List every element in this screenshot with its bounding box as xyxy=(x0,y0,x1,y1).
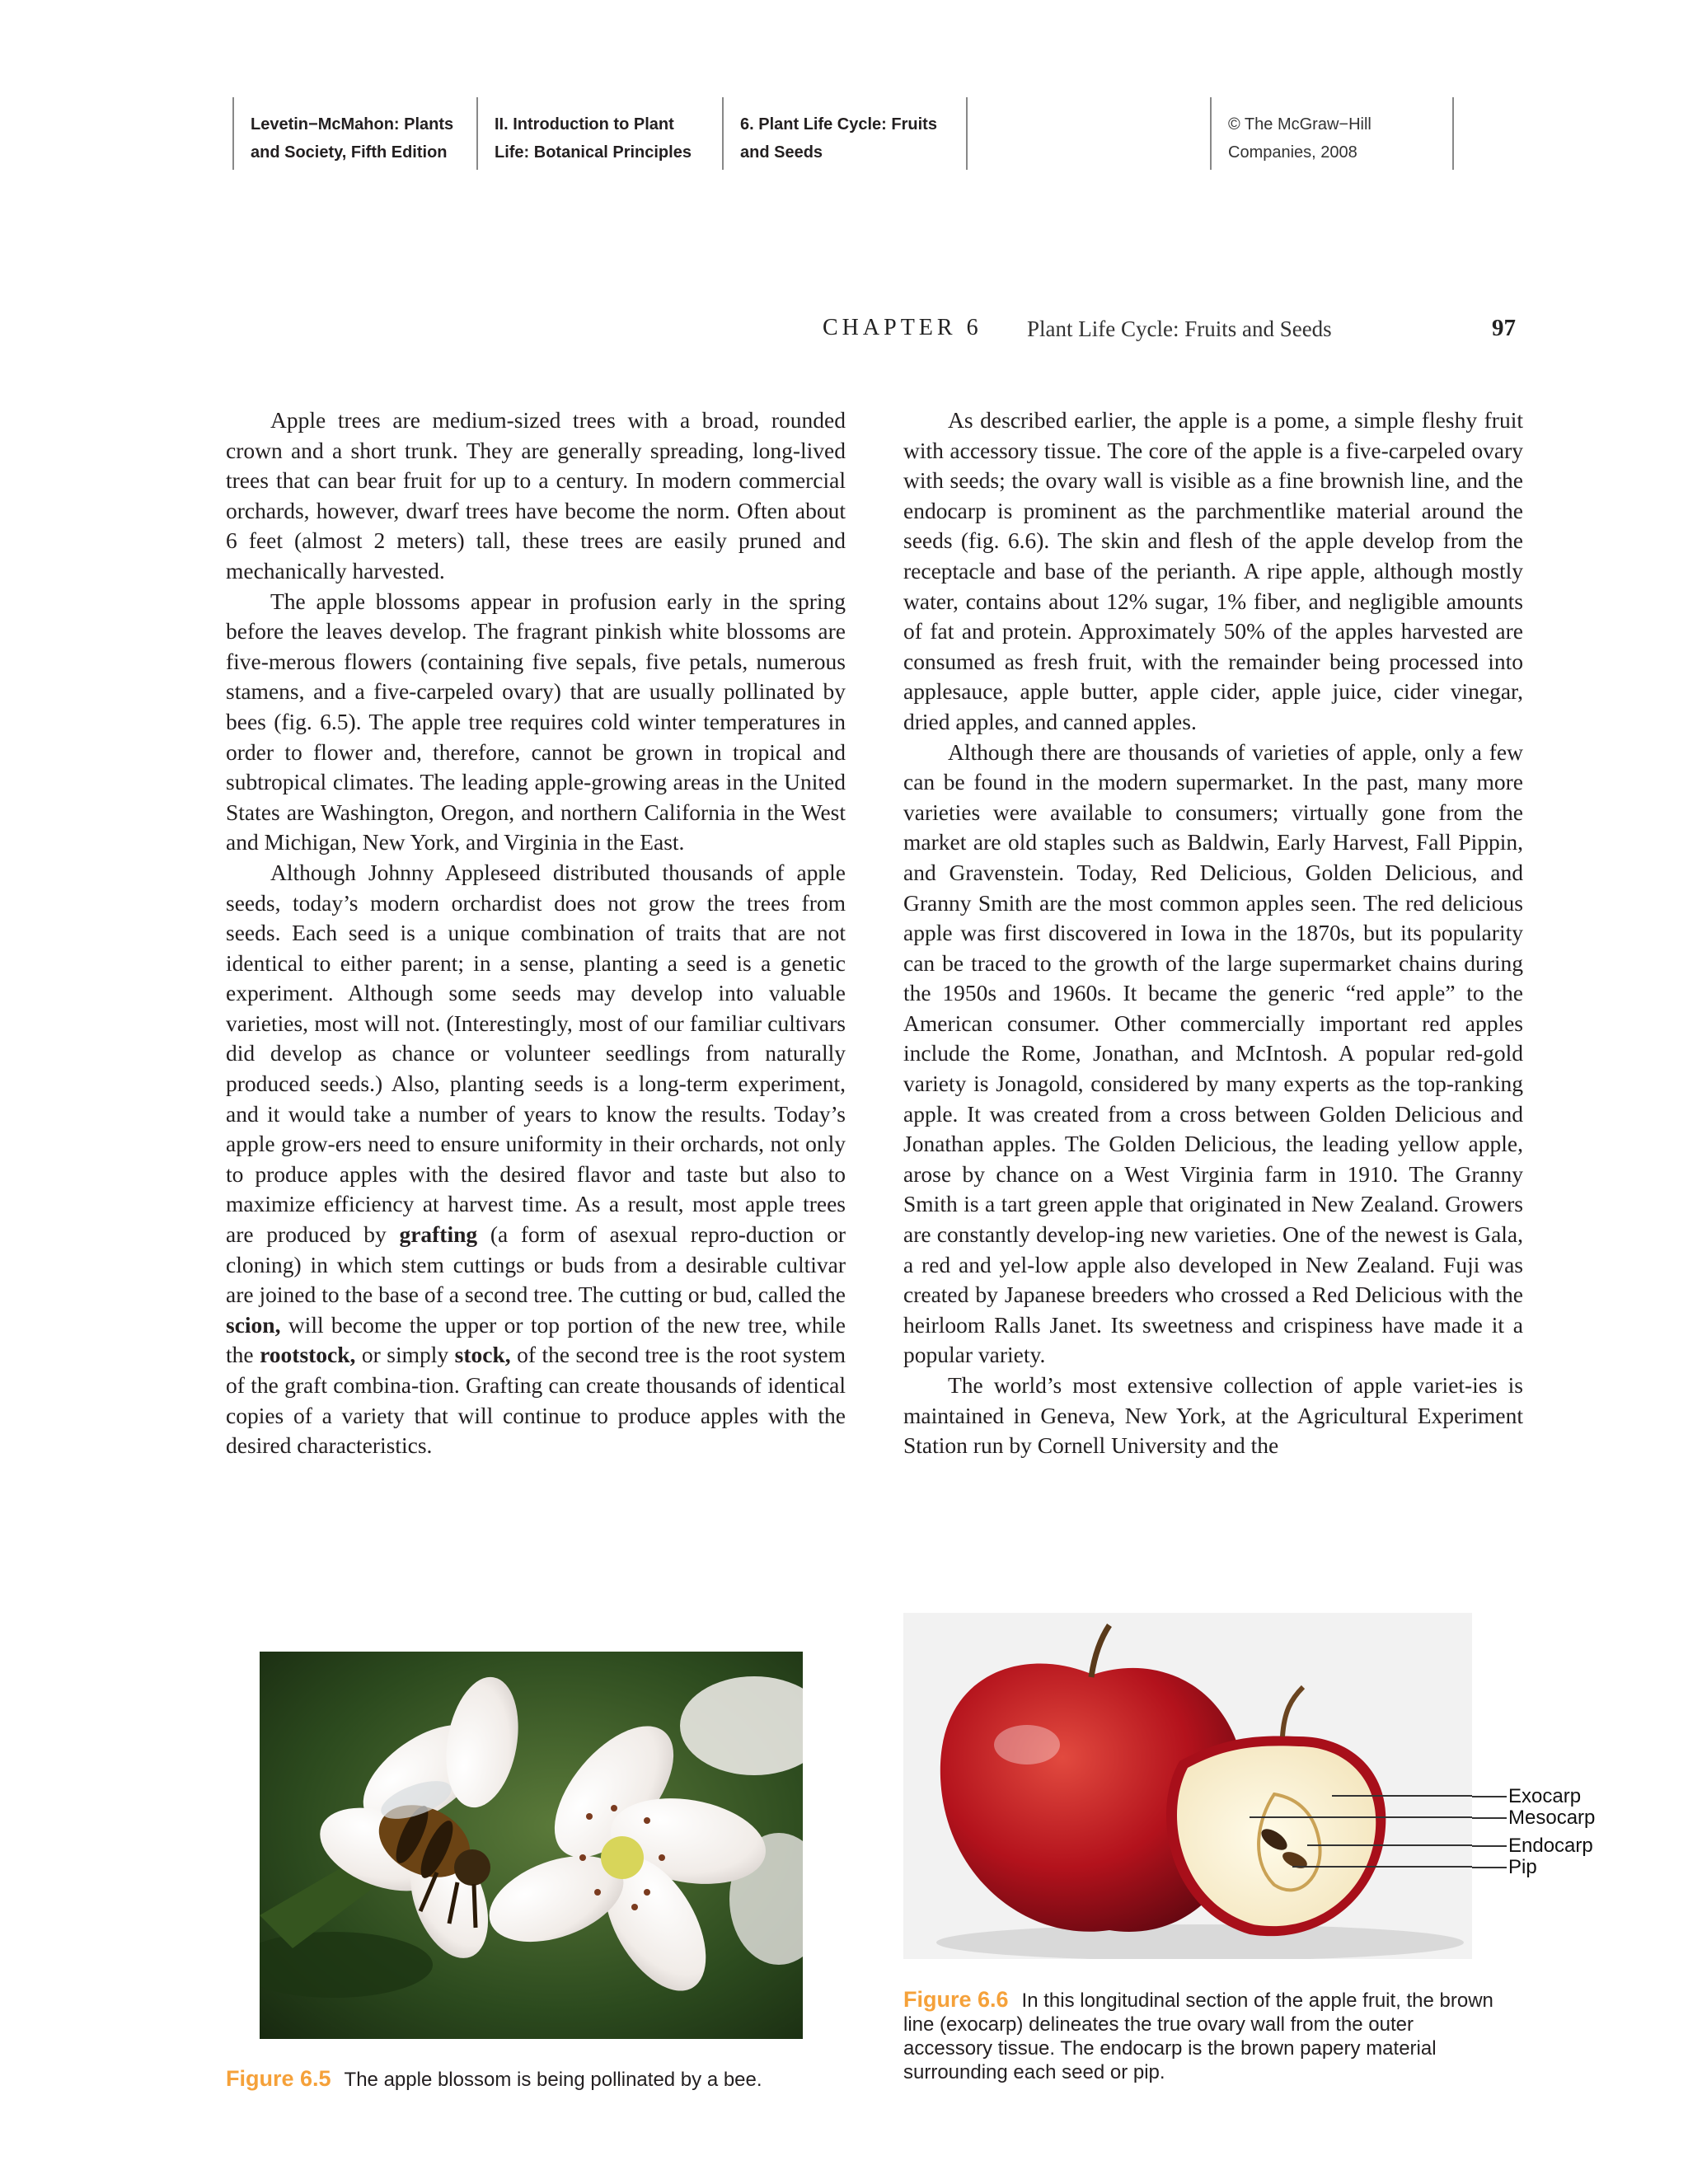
header-chapter-line2: and Seeds xyxy=(740,143,823,162)
figure-label: Figure 6.5 xyxy=(226,2066,331,2091)
text-run: Although Johnny Appleseed distributed thousands of apple seeds, today’s modern orchardist does not grow the trees from seeds. Each seed is a unique combination of traits that are not identical to either parent; in a sense, planting a seed is a genetic experiment. Although some seeds may develop into valuable varieties, most will not. (Interestingly, most of our familiar cultivars did develop as chance or volunteer seedlings from naturally produced seeds.) Also, planting seeds is a long-term experiment, and it would take a number of years to know the results. Today’s apple grow-ers need to ensure uniformity in their orchards, not only to produce apples with the desired flavor and taste but also to maximize efficiency at harvest time. As a result, most apple trees are produced by xyxy=(226,859,846,1248)
book-header xyxy=(232,97,1454,170)
text-run: will become the upper or top portion of the new tree, while the xyxy=(226,1311,846,1368)
body-column-right xyxy=(903,405,1523,1461)
header-cell-chapter xyxy=(722,97,966,170)
figure-6-6-photo xyxy=(903,1613,1472,1959)
header-cell-book xyxy=(232,97,476,170)
chapter-label: CHAPTER 6 xyxy=(823,315,982,340)
header-chapter-line1: 6. Plant Life Cycle: Fruits xyxy=(740,115,937,134)
key-term-stock: stock, xyxy=(454,1342,511,1368)
leader-lines-outside xyxy=(1472,1796,1507,1868)
paragraph: The world’s most extensive collection of apple variet-ies is maintained in Geneva, New York, at the Agricultural Experiment Station run by Cornell University and the xyxy=(903,1372,1523,1459)
header-cell-part xyxy=(476,97,722,170)
label-endocarp: Endocarp xyxy=(1508,1835,1593,1857)
header-part-line2: Life: Botanical Principles xyxy=(495,143,692,162)
caption-text: The apple blossom is being pollinated by a bee. xyxy=(344,2069,762,2091)
header-copyright-line1: © The McGraw−Hill xyxy=(1228,115,1372,134)
key-term-rootstock: rootstock, xyxy=(260,1342,356,1368)
figure-6-5-caption xyxy=(226,2067,762,2092)
paragraph xyxy=(226,858,846,1461)
paragraph: As described earlier, the apple is a pome, a simple fleshy fruit with accessory tissue. The core of the apple is a five-carpeled ovary with seeds; the ovary wall is visible as a fine brownish line, and the endocarp is prominent as the parchmentlike material around the seeds (fig. 6.6). The skin and flesh of the apple develop from the receptacle and base of the perianth. A ripe apple, although mostly water, contains about 12% sugar, 1% fiber, and negligible amounts of fat and protein. Approximately 50% of the apples harvested are consumed as fresh fruit, with the remainder being processed into applesauce, apple butter, apple cider, apple juice, cider vinegar, dried apples, and canned apples. xyxy=(903,407,1523,734)
key-term-grafting: grafting xyxy=(399,1221,478,1248)
text-run: or simply xyxy=(361,1342,449,1368)
apple-blossom-image xyxy=(260,1652,803,2039)
page-number: 97 xyxy=(1492,315,1516,341)
header-cell-empty xyxy=(966,97,1210,170)
figure-6-5-photo xyxy=(260,1652,803,2039)
header-cell-copyright xyxy=(1210,97,1454,170)
figure-6-6-caption xyxy=(903,1988,1497,2084)
label-mesocarp: Mesocarp xyxy=(1508,1807,1596,1829)
label-pip: Pip xyxy=(1508,1856,1537,1878)
header-book-line1: Levetin−McMahon: Plants xyxy=(251,115,454,134)
paragraph: The apple blossoms appear in profusion early in the spring before the leaves develop. The fragrant pinkish white blossoms are five-merous flowers (containing five sepals, five petals, numerous stamens, and a five-carpeled ovary) that are usually pollinated by bees (fig. 6.5). The apple tree requires cold winter temperatures in order to flower and, therefore, cannot be grown in tropical and subtropical climates. The leading apple-growing areas in the United States are Washington, Oregon, and northern California in the West and Michigan, New York, and Virginia in the East. xyxy=(226,588,846,855)
apple-section-image xyxy=(903,1613,1472,1959)
chapter-title: Plant Life Cycle: Fruits and Seeds xyxy=(1027,316,1332,341)
running-head xyxy=(0,315,1688,348)
text-run: (a form of asexual repro-duction or cloning) in which stem cuttings or buds from a desirable cultivar are joined to the base of a second tree. The cutting or bud, called the xyxy=(226,1221,846,1308)
paragraph: Apple trees are medium-sized trees with a broad, rounded crown and a short trunk. They are generally spreading, long-lived trees that can bear fruit for up to a century. In modern commercial orchards, however, dwarf trees have become the norm. Often about 6 feet (almost 2 meters) tall, these trees are easily pruned and mechanically harvested. xyxy=(226,407,846,583)
figure-label: Figure 6.6 xyxy=(903,1987,1009,2012)
paragraph: Although there are thousands of varieties of apple, only a few can be found in the modern supermarket. In the past, many more varieties were available to consumers; virtually gone from the market are old staples such as Baldwin, Early Harvest, Fall Pippin, and Gravenstein. Today, Red Delicious, Golden Delicious, and Granny Smith are the most common apples seen. The red delicious apple was first discovered in Iowa in the 1870s, but its popularity can be traced to the growth of the large supermarket chains during the 1950s and 1960s. It became the generic “red apple” to the American consumer. Other commercially important red apples include the Rome, Jonathan, and McIntosh. A popular red-gold variety is Jonagold, considered by many experts as the top-ranking apple. It was created from a cross between Golden Delicious and Jonathan apples. The Golden Delicious, the leading yellow apple, arose by chance on a West Virginia farm in 1910. The Granny Smith is a tart green apple that originated in New Zealand. Growers are constantly develop-ing new varieties. One of the newest is Gala, a red and yel-low apple also developed in New Zealand. Fuji was created by Japanese breeders who crossed a Red Delicious with the heirloom Ralls Janet. Its sweetness and crispiness have made it a popular variety. xyxy=(903,738,1523,1368)
header-book-line2: and Society, Fifth Edition xyxy=(251,143,448,162)
header-part-line1: II. Introduction to Plant xyxy=(495,115,674,134)
key-term-scion: scion, xyxy=(226,1311,281,1338)
label-exocarp: Exocarp xyxy=(1508,1785,1582,1807)
header-copyright-line2: Companies, 2008 xyxy=(1228,143,1357,162)
text-run: of the second tree is the root system of the graft combina-tion. Grafting can create thousands of identical copies of a variety that will continue to produce apples with the desired characteristics. xyxy=(226,1342,846,1459)
body-column-left xyxy=(226,405,846,1461)
caption-text: In this longitudinal section of the apple fruit, the brown line (exocarp) delineates the true ovary wall from the outer accessory tissue. The endocarp is the brown papery material surrounding each seed or pip. xyxy=(903,1990,1493,2083)
